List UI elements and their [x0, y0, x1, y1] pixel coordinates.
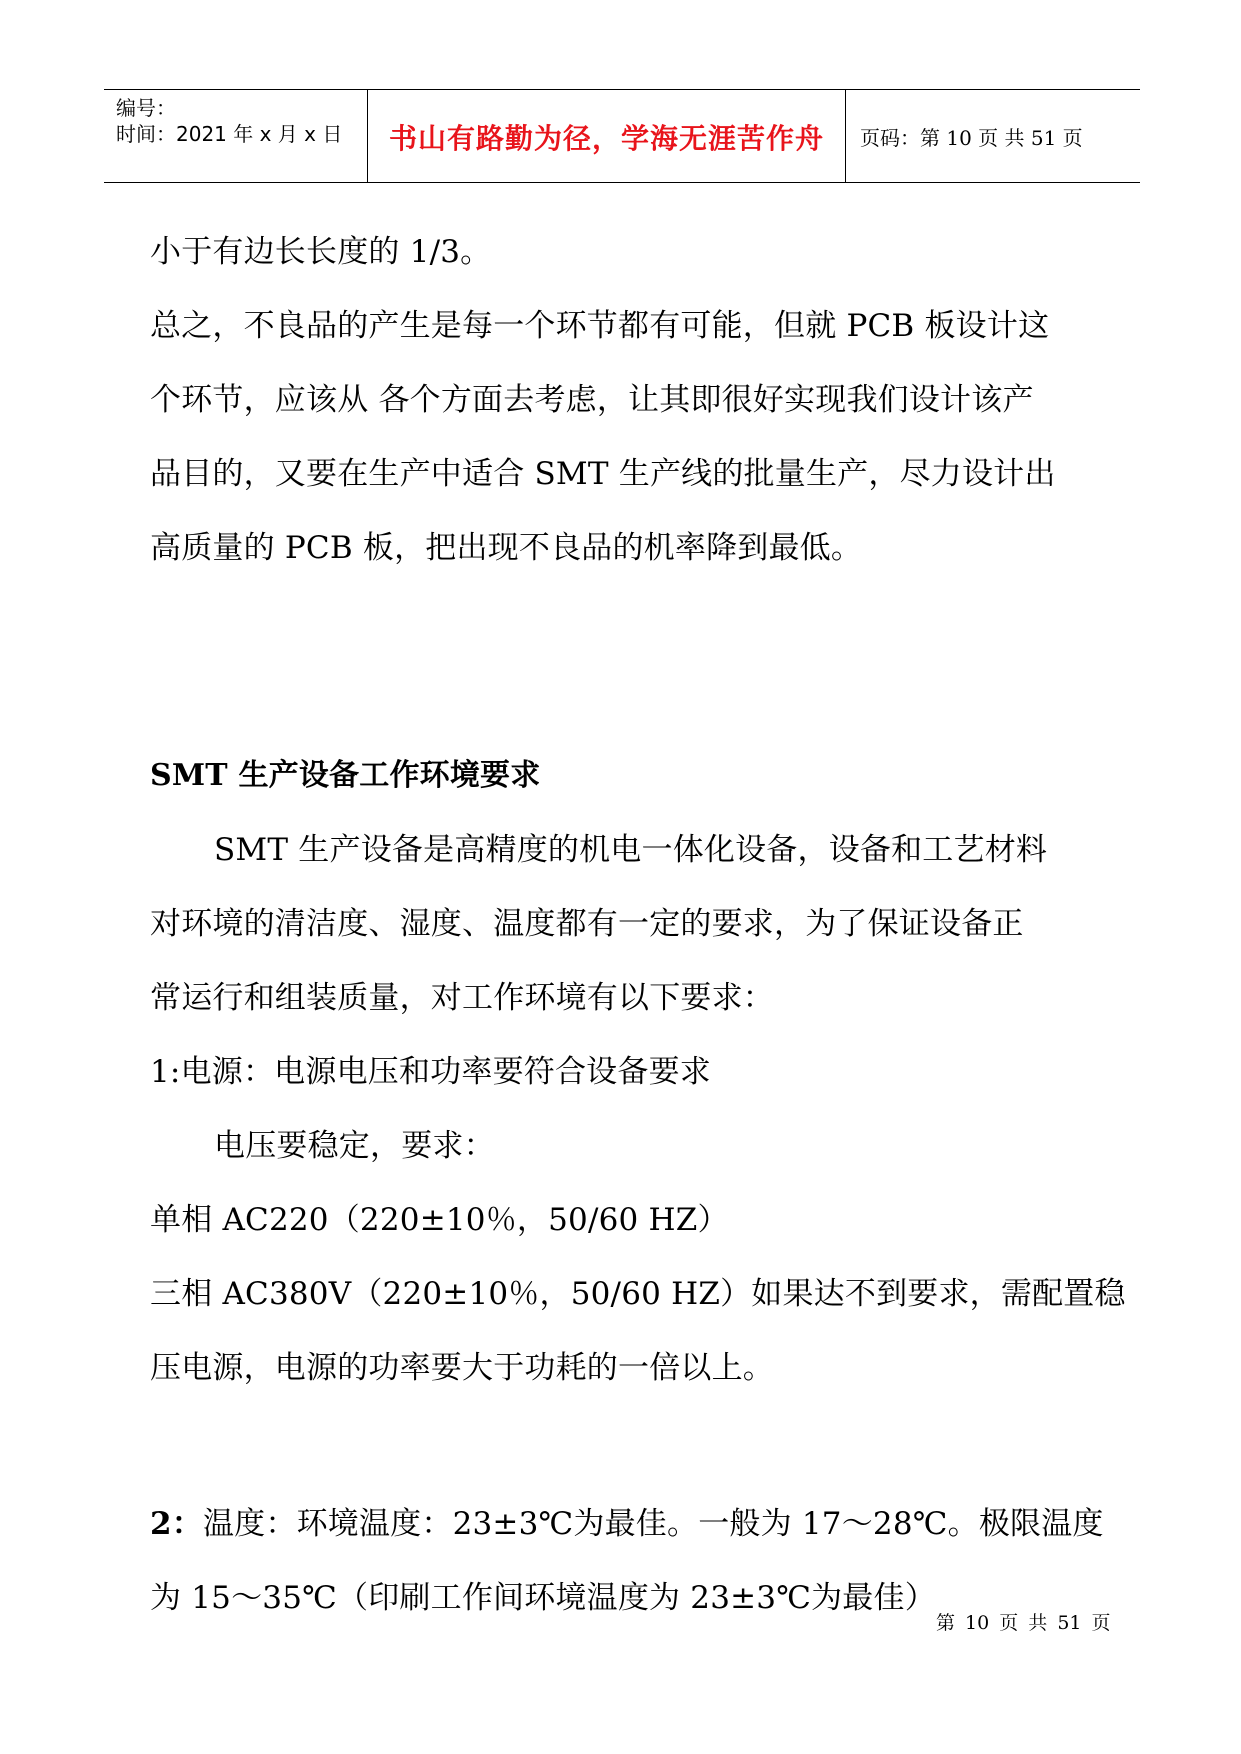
paragraph-line: 三相 AC380V（220±10％，50/60 HZ）如果达不到要求，需配置稳 [150, 1276, 1126, 1312]
paragraph-line: 个环节，应该从 各个方面去考虑，让其即很好实现我们设计该产 [150, 382, 1034, 418]
header-page-info: 页码：第 10 页 共 51 页 [860, 125, 1083, 150]
paragraph-line: 电压要稳定，要求： [214, 1128, 495, 1164]
paragraph-line: 为 15～35℃（印刷工作间环境温度为 23±3℃为最佳） [150, 1580, 936, 1616]
temperature-text: 温度：环境温度：23±3℃为最佳。一般为 17～28℃。极限温度 [202, 1506, 1104, 1542]
paragraph-line: 高质量的 PCB 板，把出现不良品的机率降到最低。 [150, 530, 863, 566]
time-label: 时间：2021 年 x 月 x 日 [116, 122, 343, 146]
serial-label: 编号： [116, 96, 176, 120]
footer-page-number: 第 10 页 共 51 页 [936, 1612, 1111, 1634]
motto: 书山有路勤为径，学海无涯苦作舟 [388, 122, 824, 155]
temperature-heading [150, 1498, 1104, 1543]
paragraph-line: 对环境的清洁度、湿度、温度都有一定的要求，为了保证设备正 [150, 906, 1024, 942]
page-header [104, 89, 1140, 183]
paragraph-line: 品目的，又要在生产中适合 SMT 生产线的批量生产，尽力设计出 [150, 456, 1056, 492]
paragraph-line: 小于有边长长度的 1/3。 [150, 234, 492, 270]
section-title: SMT 生产设备工作环境要求 [150, 758, 541, 793]
paragraph-line: 单相 AC220（220±10％，50/60 HZ） [150, 1202, 729, 1238]
header-meta [104, 90, 368, 182]
paragraph-line: 压电源，电源的功率要大于功耗的一倍以上。 [150, 1350, 774, 1386]
paragraph-line: 常运行和组装质量，对工作环境有以下要求： [150, 980, 774, 1016]
power-heading: 1:电源：电源电压和功率要符合设备要求 [150, 1054, 711, 1090]
header-motto-cell [368, 90, 846, 182]
paragraph-line: SMT 生产设备是高精度的机电一体化设备，设备和工艺材料 [214, 832, 1048, 868]
paragraph-line: 总之，不良品的产生是每一个环节都有可能，但就 PCB 板设计这 [150, 308, 1050, 344]
temperature-number: 2： [150, 1506, 203, 1542]
